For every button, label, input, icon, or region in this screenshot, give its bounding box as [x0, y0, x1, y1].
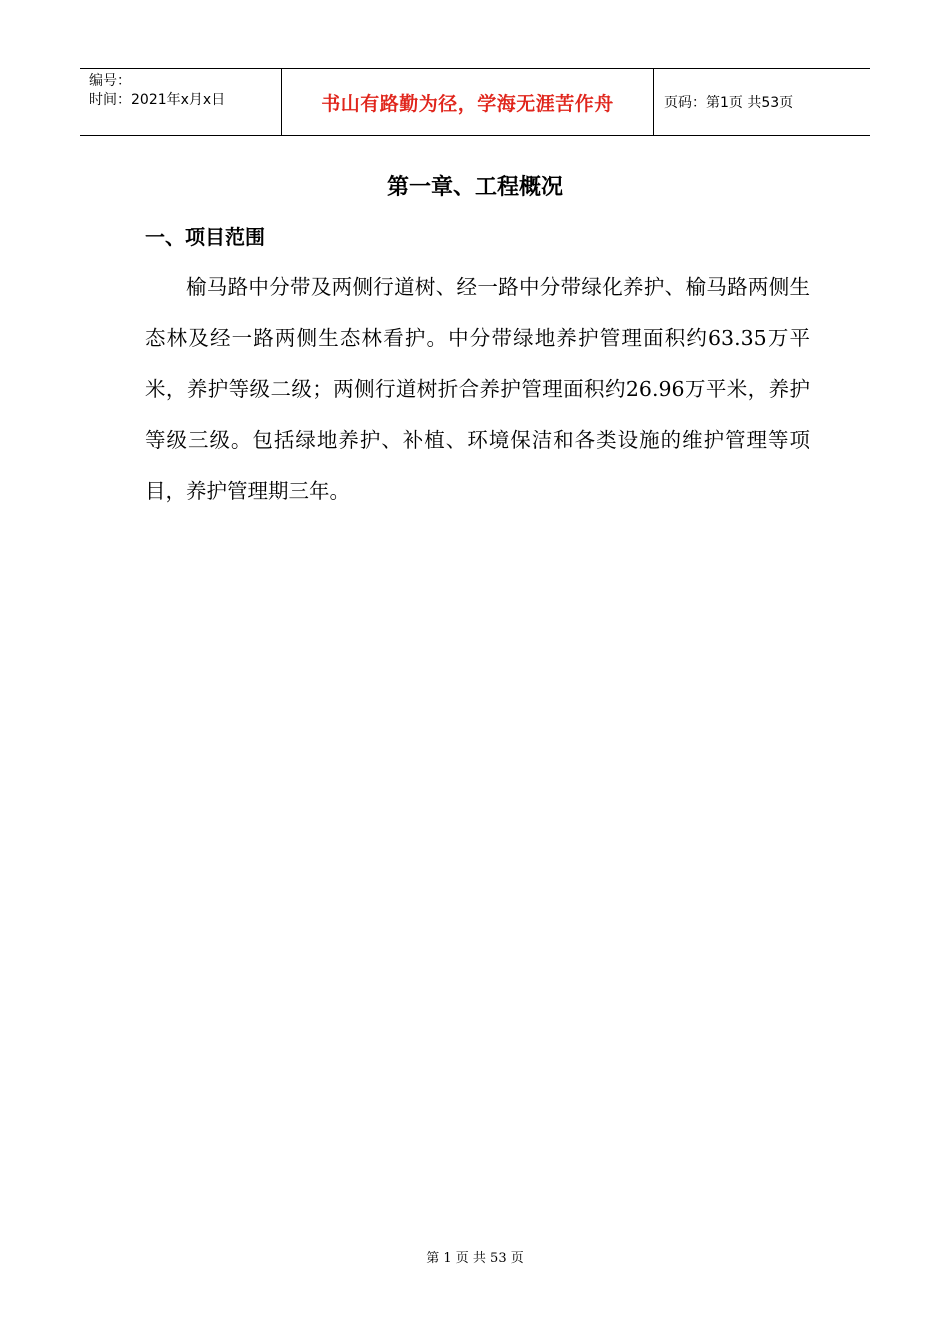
serial-number-label: 编号： [89, 73, 131, 89]
section-paragraph: 榆马路中分带及两侧行道树、经一路中分带绿化养护、榆马路两侧生态林及经一路两侧生态林看护。中分带绿地养护管理面积约63.35万平米，养护等级二级；两侧行道树折合养护管理面积约26.96万平米，养护等级三级。包括绿地养护、补植、环境保洁和各类设施的维护管理等项目，养护管理期三年。 [145, 275, 810, 503]
header-meta-cell [80, 69, 281, 135]
date-label: 时间：2021年x月x日 [89, 92, 226, 108]
header-motto: 书山有路勤为径，学海无涯苦作舟 [281, 69, 654, 135]
page-footer: 第 1 页 共 53 页 [426, 1251, 524, 1266]
chapter-title: 第一章、工程概况 [386, 174, 563, 200]
document-header [80, 68, 870, 136]
header-page-info: 页码：第1页 共53页 [664, 95, 794, 111]
section-heading: 一、项目范围 [145, 225, 265, 249]
